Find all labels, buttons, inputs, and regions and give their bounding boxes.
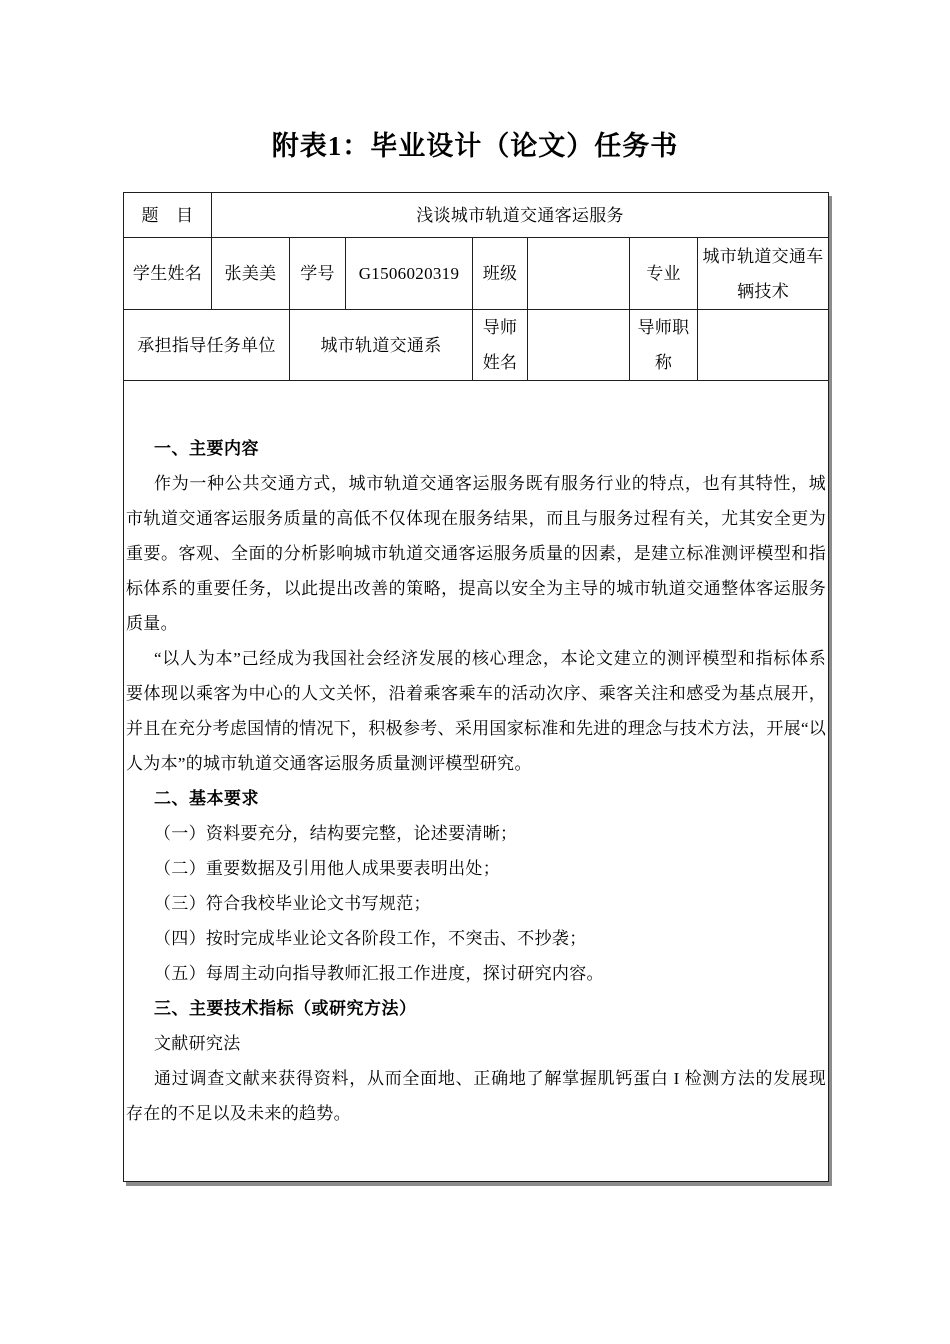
section-2-list-item: （二）重要数据及引用他人成果要表明出处；	[154, 859, 500, 878]
student-id-label: 学号	[290, 238, 346, 310]
row-topic	[124, 193, 829, 238]
topic-value: 浅谈城市轨道交通客运服务	[212, 193, 829, 238]
topic-label: 题 目	[124, 193, 212, 238]
student-name-label: 学生姓名	[124, 238, 212, 310]
guidance-unit-label: 承担指导任务单位	[124, 310, 290, 381]
section-2-heading: 二、基本要求	[154, 789, 259, 808]
major-value: 城市轨道交通车辆技术	[698, 238, 829, 310]
advisor-title-value	[698, 310, 829, 381]
section-1-heading: 一、主要内容	[154, 439, 259, 458]
advisor-title-label: 导师职称	[630, 310, 698, 381]
main-content-cell	[124, 381, 829, 1182]
advisor-name-label: 导师姓名	[473, 310, 528, 381]
student-name-value: 张美美	[212, 238, 290, 310]
section-2-list-item: （五）每周主动向指导教师汇报工作进度，探讨研究内容。	[154, 964, 604, 983]
task-form-table	[123, 192, 829, 1182]
student-id-value: G1506020319	[346, 238, 473, 310]
class-value	[528, 238, 630, 310]
section-3-heading: 三、主要技术指标（或研究方法）	[154, 999, 417, 1018]
section-1-paragraph: “以人为本”己经成为我国社会经济发展的核心理念，本论文建立的测评模型和指标体系要体现以乘客为中心的人文关怀，沿着乘客乘车的活动次序、乘客关注和感受为基点展开，并且在充分考虑国情的情况下，积极参考、采用国家标准和先进的理念与技术方法，开展“以人为本”的城市轨道交通客运服务质量测评模型研究。	[126, 649, 827, 773]
row-advisor	[124, 310, 829, 381]
section-2-list-item: （四）按时完成毕业论文各阶段工作，不突击、不抄袭；	[154, 929, 587, 948]
section-2-list-item: （三）符合我校毕业论文书写规范；	[154, 894, 431, 913]
major-label: 专业	[630, 238, 698, 310]
section-2-list-item: （一）资料要充分，结构要完整，论述要清晰；	[154, 824, 518, 843]
class-label: 班级	[473, 238, 528, 310]
guidance-unit-value: 城市轨道交通系	[290, 310, 473, 381]
advisor-name-value	[528, 310, 630, 381]
document-title: 附表1：毕业设计（论文）任务书	[271, 131, 679, 161]
row-main-content	[124, 381, 829, 1182]
section-3-paragraph: 通过调查文献来获得资料，从而全面地、正确地了解掌握肌钙蛋白 I 检测方法的发展现存在的不足以及未来的趋势。	[126, 1069, 827, 1123]
row-student	[124, 238, 829, 310]
section-1-paragraph: 作为一种公共交通方式，城市轨道交通客运服务既有服务行业的特点，也有其特性，城市轨道交通客运服务质量的高低不仅体现在服务结果，而且与服务过程有关，尤其安全更为重要。客观、全面的分析影响城市轨道交通客运服务质量的因素，是建立标准测评模型和指标体系的重要任务，以此提出改善的策略，提高以安全为主导的城市轨道交通整体客运服务质量。	[126, 474, 827, 633]
section-3-paragraph: 文献研究法	[154, 1034, 241, 1053]
